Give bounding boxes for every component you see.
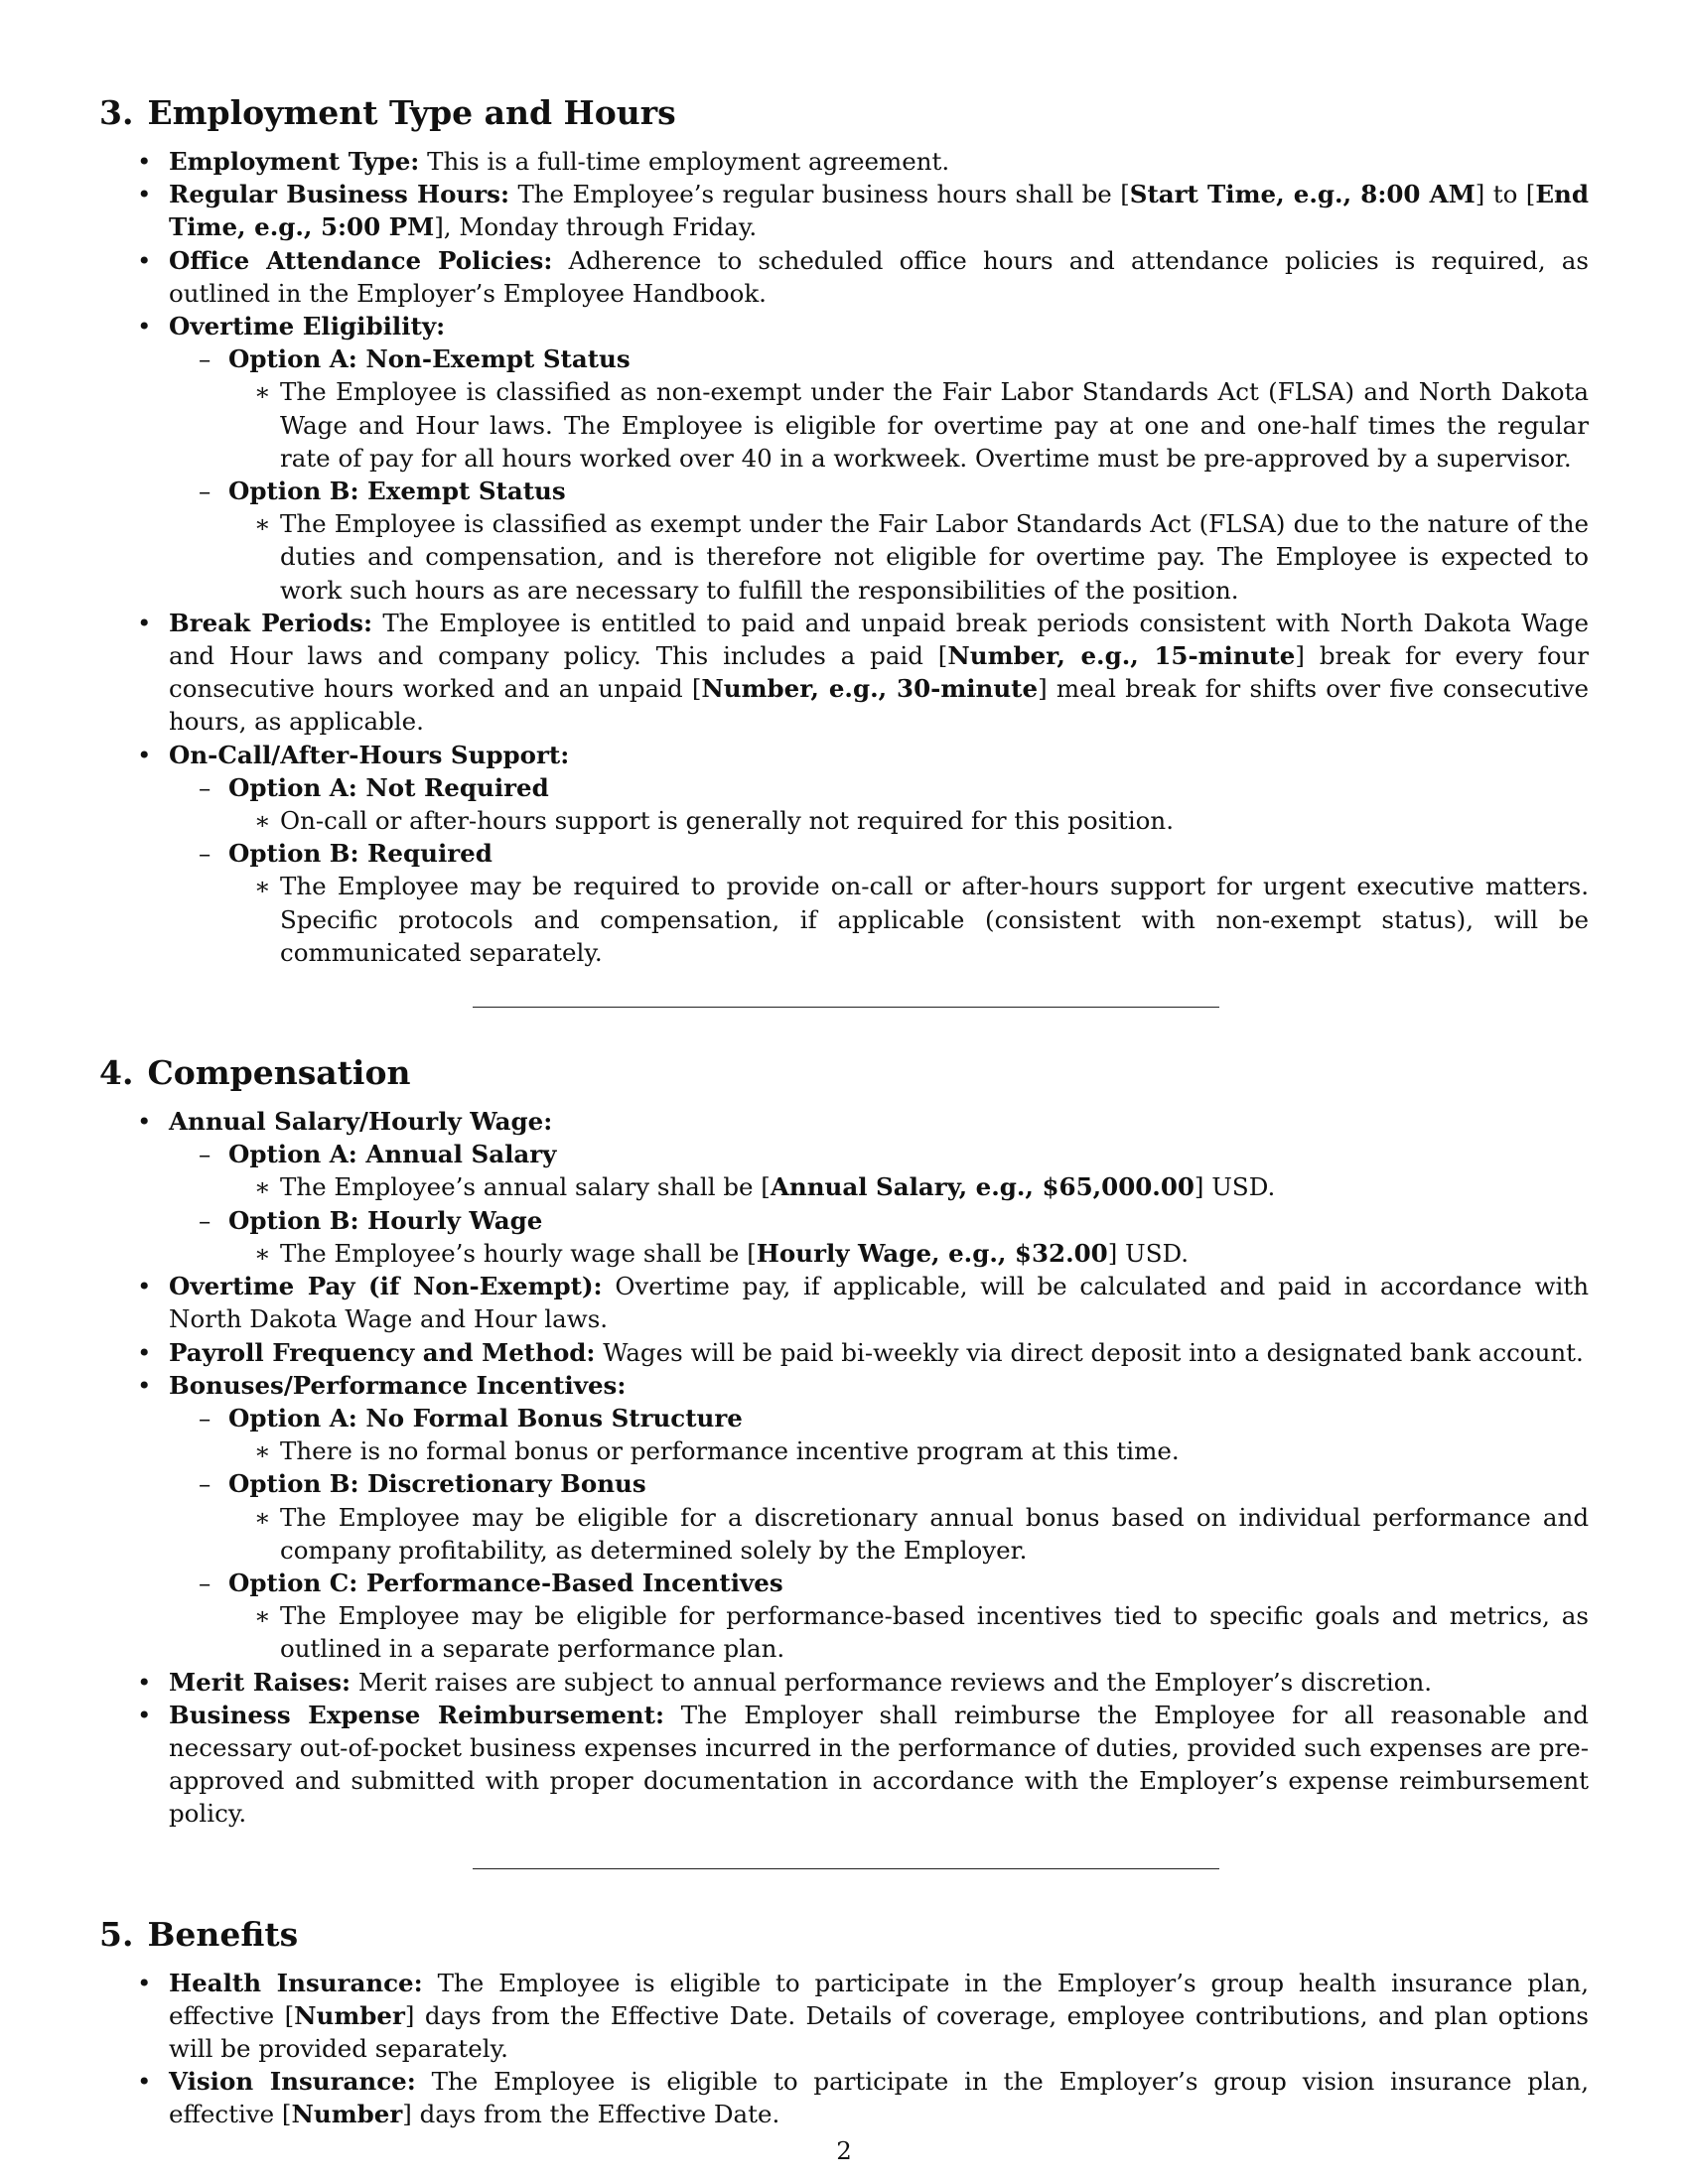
option-list [169, 1138, 1589, 1270]
list-item [99, 2065, 1589, 2130]
detail-list [228, 1599, 1589, 1665]
list-item [99, 1666, 1589, 1699]
page-number: 2 [836, 2136, 852, 2165]
item-text: The Employee’s annual salary shall be [ [280, 1172, 771, 1202]
section-title: Benefits [147, 1914, 299, 1954]
list-item [99, 607, 1589, 739]
list-item [99, 178, 1589, 243]
list-item [99, 244, 1589, 310]
list-item [99, 739, 1589, 969]
detail-item [228, 1237, 1589, 1270]
item-text: Wages will be paid bi-weekly via direct deposit into a designated bank account. [603, 1337, 1584, 1367]
section-number: 3. [99, 93, 134, 132]
section-benefits [99, 1913, 1589, 2131]
placeholder-field: Annual Salary, e.g., $65,000.00 [770, 1172, 1195, 1202]
placeholder-field: Hourly Wage, e.g., $32.00 [756, 1238, 1108, 1268]
section-number: 4. [99, 1053, 134, 1093]
detail-item: ∗ The Employee is classified as exempt under the Fair Labor Standards Act (FLSA) due to the nature of the duties and compensation, and is therefore not eligible for overtime pay. The Employee is expected to work such hours as are necessary to fulfill the responsibilities of the position. [228, 507, 1589, 607]
item-label: Office Attendance Policies: [169, 245, 553, 275]
section-divider [473, 1007, 1219, 1008]
section-employment-type [99, 91, 1589, 969]
option-item [169, 342, 1589, 475]
item-text: ] meal break for shifts over five consecutive hours, as applicable. [169, 674, 1589, 737]
detail-item [228, 1170, 1589, 1203]
item-text: The Employer shall reimburse the Employee for all reasonable and necessary out-of-pocket business expenses incurred in the performance of duties, provided such expenses are pre-approved and submitted with proper documentation in accordance with the Employer’s expense reimbursement policy. [169, 1700, 1589, 1829]
item-text: The Employee is eligible to participate in the Employer’s group vision insurance plan, effective [ [169, 2067, 1589, 2129]
list-item [99, 1336, 1589, 1369]
item-text: The Employee is eligible to participate in the Employer’s group health insurance plan, effective [ [169, 1968, 1590, 2030]
detail-list [228, 1501, 1589, 1567]
item-label: Vision Insurance: [169, 2067, 416, 2097]
detail-item: ∗ On-call or after-hours support is generally not required for this position. [228, 804, 1589, 837]
bullet-list [99, 1105, 1589, 1830]
detail-list [228, 1434, 1589, 1467]
detail-list [228, 1237, 1589, 1270]
detail-item: ∗ The Employee may be required to provide on-call or after-hours support for urgent executive matters. Specific protocols and compensation, if applicable (consistent with non-exempt status), will be communicated separately. [228, 870, 1589, 969]
option-item [169, 1204, 1589, 1270]
item-text: ] to [ [1475, 180, 1536, 209]
item-label: Merit Raises: [169, 1667, 352, 1697]
list-item [99, 1105, 1589, 1270]
option-label: Option C: Performance-Based Incentives [228, 1568, 783, 1597]
option-label: Option B: Hourly Wage [228, 1205, 543, 1235]
list-item [99, 1270, 1589, 1335]
detail-item: ∗ There is no formal bonus or performance incentive program at this time. [228, 1434, 1589, 1467]
option-label: Option B: Required [228, 839, 492, 869]
section-title: Compensation [147, 1053, 411, 1093]
item-label: On-Call/After-Hours Support: [169, 740, 570, 769]
item-text: Overtime pay, if applicable, will be calculated and paid in accordance with North Dakota Wage and Hour laws. [169, 1272, 1589, 1334]
list-item [99, 145, 1589, 178]
detail-item: ∗ The Employee may be eligible for performance-based incentives tied to specific goals and metrics, as outlined in a separate performance plan. [228, 1599, 1589, 1665]
item-text: The Employee’s hourly wage shall be [ [280, 1238, 757, 1268]
section-heading [99, 91, 1589, 135]
option-label: Option A: Not Required [228, 772, 549, 802]
option-item [169, 1467, 1589, 1567]
item-text: ] USD. [1107, 1238, 1190, 1268]
item-label: Bonuses/Performance Incentives: [169, 1370, 627, 1400]
detail-list [228, 870, 1589, 969]
section-compensation [99, 1051, 1589, 1830]
item-text: This is a full-time employment agreement. [427, 147, 950, 176]
item-text: ], Monday through Friday. [434, 212, 758, 242]
option-label: Option A: Annual Salary [228, 1140, 557, 1169]
section-divider [473, 1868, 1219, 1869]
item-label: Overtime Pay (if Non-Exempt): [169, 1272, 603, 1301]
item-label: Employment Type: [169, 147, 420, 176]
option-label: Option B: Exempt Status [228, 477, 566, 506]
placeholder-field: Number [291, 2100, 403, 2129]
item-text: ] break for every four consecutive hours worked and an unpaid [ [169, 641, 1589, 704]
detail-list [228, 1170, 1589, 1203]
item-text: Adherence to scheduled office hours and attendance policies is required, as outlined in the Employer’s Employee Handbook. [169, 245, 1589, 308]
option-item [169, 475, 1589, 607]
item-text: ] days from the Effective Date. Details of coverage, employee contributions, and plan options will be provided separately. [169, 2000, 1589, 2063]
list-item [99, 310, 1589, 607]
option-label: Option B: Discretionary Bonus [228, 1469, 646, 1499]
placeholder-field: Start Time, e.g., 8:00 AM [1129, 180, 1476, 209]
option-item [169, 837, 1589, 969]
list-item [99, 1369, 1589, 1666]
item-label: Regular Business Hours: [169, 180, 509, 209]
section-title: Employment Type and Hours [147, 93, 676, 132]
option-list [169, 771, 1589, 969]
item-text: Merit raises are subject to annual performance reviews and the Employer’s discretion. [357, 1667, 1433, 1697]
option-label: Option A: Non-Exempt Status [228, 344, 631, 374]
item-text: The Employee is entitled to paid and unpaid break periods consistent with North Dakota Wage and Hour laws and company policy. This includes a paid [ [169, 608, 1590, 671]
option-item [169, 1567, 1589, 1666]
detail-list [228, 375, 1589, 475]
list-item [99, 1967, 1589, 2066]
item-label: Business Expense Reimbursement: [169, 1700, 664, 1729]
option-item [169, 1402, 1589, 1467]
option-item [169, 1138, 1589, 1203]
section-heading [99, 1913, 1589, 1957]
document-page [99, 91, 1589, 2131]
placeholder-field: Number [294, 2000, 405, 2030]
item-label: Payroll Frequency and Method: [169, 1337, 596, 1367]
item-text: ] days from the Effective Date. [402, 2100, 780, 2129]
item-text: The Employee’s regular business hours shall be [ [517, 180, 1130, 209]
bullet-list [99, 145, 1589, 969]
detail-list [228, 804, 1589, 837]
item-text: ] USD. [1194, 1172, 1276, 1202]
bullet-list [99, 1967, 1589, 2131]
detail-item: ∗ The Employee is classified as non-exempt under the Fair Labor Standards Act (FLSA) and North Dakota Wage and Hour laws. The Employee is eligible for overtime pay at one and one-half times the regular rate of pay for all hours worked over 40 in a workweek. Overtime must be pre-approved by a supervisor. [228, 375, 1589, 475]
placeholder-field: Number, e.g., 15-minute [947, 641, 1296, 671]
placeholder-field: End Time, e.g., 5:00 PM [169, 180, 1589, 242]
item-label: Health Insurance: [169, 1968, 423, 1997]
option-label: Option A: No Formal Bonus Structure [228, 1403, 743, 1433]
section-heading [99, 1051, 1589, 1095]
placeholder-field: Number, e.g., 30-minute [701, 674, 1039, 704]
item-label: Annual Salary/Hourly Wage: [169, 1107, 553, 1137]
item-label: Break Periods: [169, 608, 372, 637]
option-item [169, 771, 1589, 837]
list-item [99, 1699, 1589, 1831]
detail-list [228, 507, 1589, 607]
detail-item: ∗ The Employee may be eligible for a discretionary annual bonus based on individual performance and company profitability, as determined solely by the Employer. [228, 1501, 1589, 1567]
item-label: Overtime Eligibility: [169, 312, 446, 341]
option-list [169, 342, 1589, 607]
option-list [169, 1402, 1589, 1666]
section-number: 5. [99, 1914, 134, 1954]
